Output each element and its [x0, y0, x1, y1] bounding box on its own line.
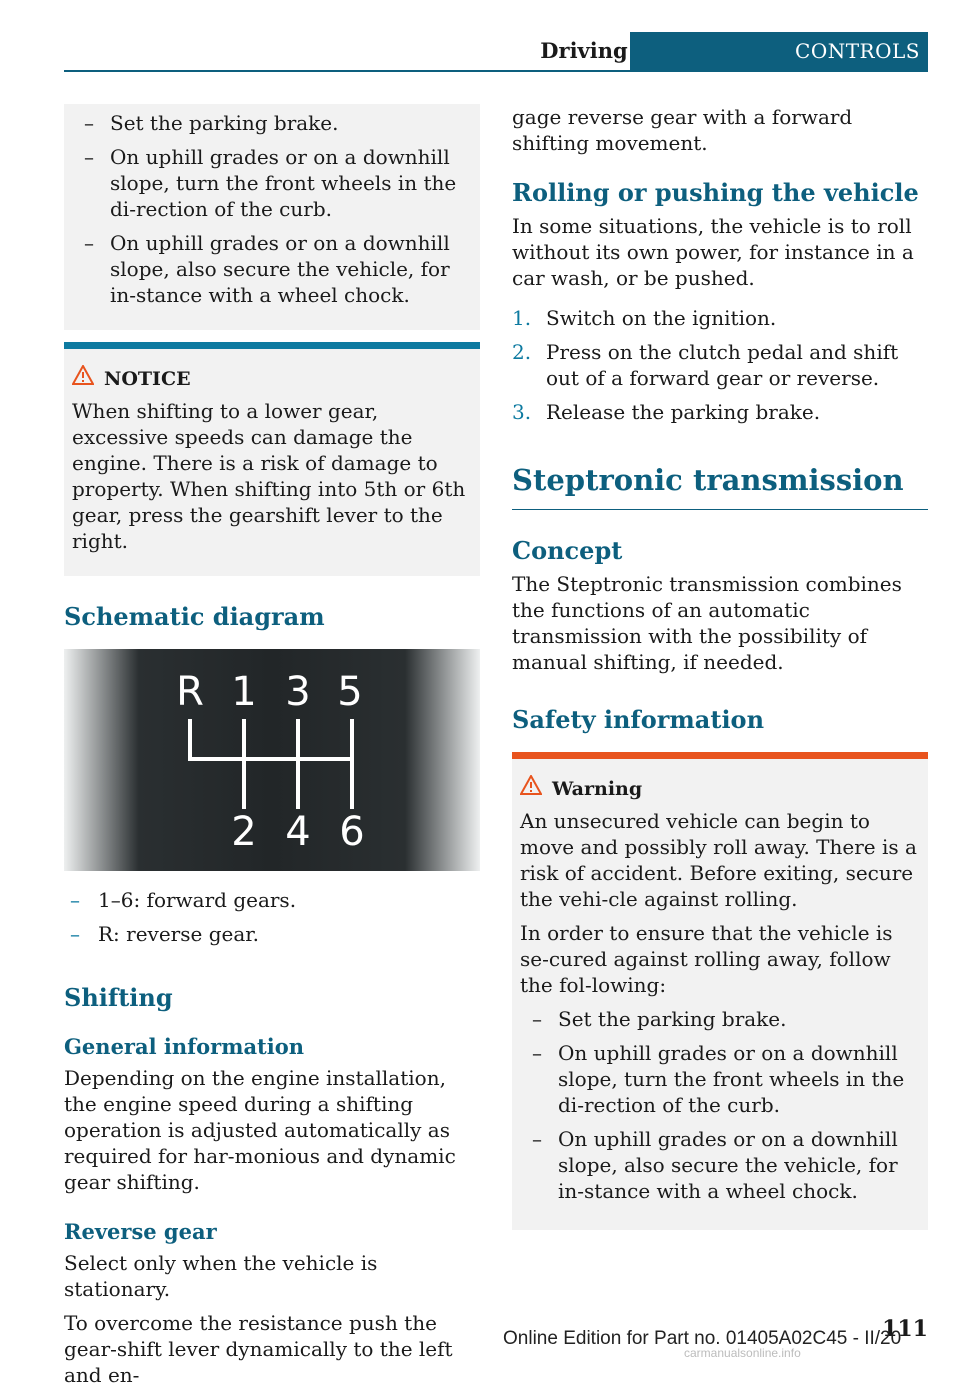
shifting-heading: Shifting — [64, 983, 173, 1012]
reverse-gear-heading: Reverse gear — [64, 1219, 217, 1244]
safety-heading: Safety information — [512, 705, 765, 734]
right-column — [512, 104, 928, 1230]
left-column — [64, 104, 480, 1396]
step-number: 2. — [512, 340, 532, 364]
list-item: – 1–6: forward gears. — [64, 887, 480, 913]
edition-footer: Online Edition for Part no. 01405A02C45 - II/20 — [503, 1328, 902, 1349]
steptronic-rule — [512, 497, 928, 510]
general-info-heading: General information — [64, 1034, 305, 1059]
step-text: Press on the clutch pedal and shift out of a forward gear or reverse. — [546, 340, 899, 390]
warning-box — [512, 759, 928, 1230]
header-rule — [64, 70, 928, 72]
continued-text: gage reverse gear with a forward shifting movement. — [512, 105, 853, 155]
warning-title: Warning — [552, 777, 643, 800]
list-item — [512, 399, 928, 425]
diagram-legend — [64, 887, 480, 947]
gear-label-5: 5 — [337, 669, 363, 715]
shift-gate-lines — [190, 719, 352, 809]
general-info-text: Depending on the engine installation, the engine speed during a shifting operation is adjusted automatically as required for har-monious and dynamic gear shifting. — [64, 1066, 456, 1194]
header-chapter: CONTROLS — [630, 32, 928, 70]
notice-title-row — [72, 365, 472, 392]
notice-text: When shifting to a lower gear, excessive speeds can damage the engine. There is a risk of damage to property. When shifting into 5th or 6th gear, press the gearshift lever to the right. — [72, 399, 466, 553]
list-item — [512, 305, 928, 331]
list-item: – R: reverse gear. — [64, 921, 480, 947]
concept-text: The Steptronic transmission combines the functions of an automatic transmission with the possibility of manual shifting, if needed. — [512, 572, 902, 674]
warning-text-2: In order to ensure that the vehicle is se-cured against rolling away, follow the fol-lowing: — [520, 921, 893, 997]
step-text: Switch on the ignition. — [546, 306, 777, 330]
rolling-text: In some situations, the vehicle is to roll without its own power, for instance in a car wash, or be pushed. — [512, 214, 914, 290]
gear-label-3: 3 — [285, 669, 311, 715]
header-section: Driving — [540, 38, 628, 63]
list-item: – On uphill grades or on a downhill slope, turn the front wheels in the di-rection of the curb. — [520, 1040, 920, 1118]
concept-heading: Concept — [512, 536, 623, 565]
gear-label-r: R — [176, 669, 204, 715]
gear-label-2: 2 — [231, 809, 257, 855]
list-item: – On uphill grades or on a downhill slope, turn the front wheels in the di-rection of the curb. — [72, 144, 472, 222]
watermark: carmanualsonline.info — [684, 1346, 801, 1360]
warning-triangle-icon — [520, 775, 542, 802]
reverse-gear-text-1: Select only when the vehicle is stationary. — [64, 1251, 378, 1301]
notice-title: NOTICE — [104, 367, 191, 390]
list-item: – Set the parking brake. — [72, 110, 472, 136]
schematic-heading: Schematic diagram — [64, 602, 325, 631]
page-number: 111 — [882, 1316, 928, 1342]
rolling-steps — [512, 305, 928, 425]
warning-topbar — [512, 752, 928, 759]
list-item — [512, 339, 928, 391]
gear-label-4: 4 — [285, 809, 311, 855]
step-text: Release the parking brake. — [546, 400, 821, 424]
gear-label-1: 1 — [231, 669, 257, 715]
list-item: – On uphill grades or on a downhill slope, also secure the vehicle, for in-stance with a wheel chock. — [72, 230, 472, 308]
warning-text-1: An unsecured vehicle can begin to move and possibly roll away. There is a risk of accident. Before exiting, secure the vehi-cle against rolling. — [520, 809, 917, 911]
step-number: 3. — [512, 400, 532, 424]
gear-label-6: 6 — [339, 809, 365, 855]
warning-triangle-icon — [72, 365, 94, 392]
notice-box — [64, 349, 480, 576]
notice-topbar — [64, 342, 480, 349]
list-item: – On uphill grades or on a downhill slope, also secure the vehicle, for in-stance with a wheel chock. — [520, 1126, 920, 1204]
parking-steps-list — [72, 110, 472, 308]
rolling-heading: Rolling or pushing the vehicle — [512, 178, 919, 207]
warning-title-row — [520, 775, 920, 802]
step-number: 1. — [512, 306, 532, 330]
parking-steps-box — [64, 104, 480, 330]
shift-pattern-diagram — [64, 649, 480, 871]
reverse-gear-text-2: To overcome the resistance push the gear-shift lever dynamically to the left and en- — [64, 1311, 453, 1387]
list-item: – Set the parking brake. — [520, 1006, 920, 1032]
warning-steps-list — [520, 1006, 920, 1204]
steptronic-heading: Steptronic transmission — [512, 463, 904, 497]
